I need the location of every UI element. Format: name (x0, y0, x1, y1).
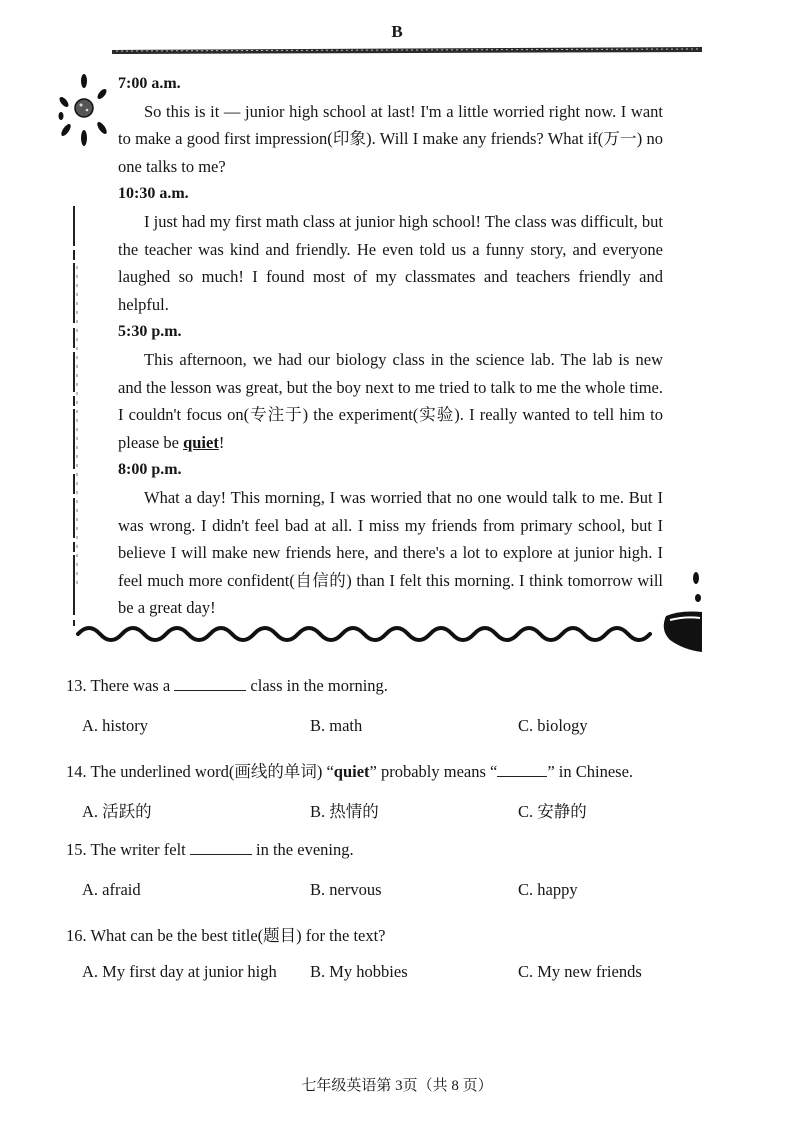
answer-blank[interactable] (497, 762, 547, 777)
underlined-word: quiet (183, 432, 219, 452)
question-15 (66, 840, 746, 922)
option-b[interactable]: B. math (310, 716, 363, 735)
page-footer: 七年级英语第 3页（共 8 页） (301, 1078, 493, 1094)
question-text: in the evening. (251, 840, 354, 859)
option-b[interactable]: B. 热情的 (310, 802, 379, 821)
question-stem (66, 676, 388, 696)
section-label: B (391, 22, 403, 41)
option-b[interactable]: B. nervous (310, 880, 382, 899)
entry-text: What a day! This morning, I was worried that no one would talk to me. But I was wrong. I didn't feel bad at all. I miss my friends from primary school, but I believe I will make new friends here, and there's a lot to explore at junior high. I feel much more confident(自信的) than I felt this morning. I think tomorrow will be a great day! (118, 487, 663, 618)
question-text: The writer felt (90, 840, 190, 859)
question-14 (66, 758, 746, 840)
question-stem (66, 840, 354, 860)
answer-blank[interactable] (174, 676, 246, 691)
question-bold-word: quiet (333, 762, 370, 781)
entry-0700 (118, 70, 663, 180)
question-number: 13. (66, 676, 87, 695)
entry-2000 (118, 456, 663, 622)
entry-text: So this is it — junior high school at last! I'm a little worried right now. I want to make a good first impression(印象). Will I make any friends? What if(万一) no one talks to me? (118, 101, 663, 176)
option-a[interactable]: A. My first day at junior high (82, 962, 277, 981)
question-stem (66, 922, 386, 946)
left-decorative-bar (60, 186, 90, 626)
question-stem (66, 758, 633, 782)
question-text: ” in Chinese. (547, 762, 634, 781)
entry-time: 10:30 a.m. (118, 185, 189, 203)
entry-text-part: ! (218, 432, 225, 452)
option-a[interactable]: A. history (82, 716, 148, 735)
entry-time: 7:00 a.m. (118, 75, 181, 92)
question-text: The underlined word(画线的单词) “ (90, 762, 334, 781)
entry-1030 (118, 180, 663, 318)
question-number: 14. (66, 762, 87, 781)
entry-time: 8:00 p.m. (118, 461, 182, 479)
option-a[interactable]: A. afraid (82, 880, 141, 899)
entry-text: I just had my first math class at junior high school! The class was difficult, but the teacher was kind and friendly. He even told us a funny story, and everyone laughed so much! I found most of my classmates and teachers friendly and helpful. (118, 211, 663, 314)
option-c[interactable]: C. happy (518, 880, 578, 899)
option-a[interactable]: A. 活跃的 (82, 802, 152, 821)
question-text: class in the morning. (246, 676, 388, 695)
entry-1730 (118, 318, 663, 456)
question-13 (66, 676, 746, 758)
option-c[interactable]: C. 安静的 (518, 802, 587, 821)
question-list (66, 676, 746, 1004)
diary-entries (118, 70, 663, 622)
wavy-divider (76, 620, 658, 648)
option-b[interactable]: B. My hobbies (310, 962, 408, 981)
top-decorative-rule (112, 44, 704, 56)
answer-blank[interactable] (190, 840, 252, 855)
question-text: There was a (90, 676, 175, 695)
question-text: What can be the best title(题目) for the text? (90, 926, 386, 945)
entry-time: 5:30 p.m. (118, 323, 182, 341)
corner-decoration-icon (656, 566, 704, 656)
sun-icon (56, 72, 112, 164)
question-text: ” probably means “ (369, 762, 498, 781)
question-number: 15. (66, 840, 87, 859)
option-c[interactable]: C. biology (518, 716, 588, 735)
question-number: 16. (66, 926, 87, 945)
entry-text (118, 346, 663, 456)
question-16 (66, 922, 746, 1004)
entry-text-part: This afternoon, we had our biology class in the science lab. The lab is new and the lesson was great, but the boy next to me tried to talk to me the whole time. I couldn't focus on(专注于) the experiment(实验). I really wanted to tell him to please be (118, 349, 663, 452)
option-c[interactable]: C. My new friends (518, 962, 642, 981)
